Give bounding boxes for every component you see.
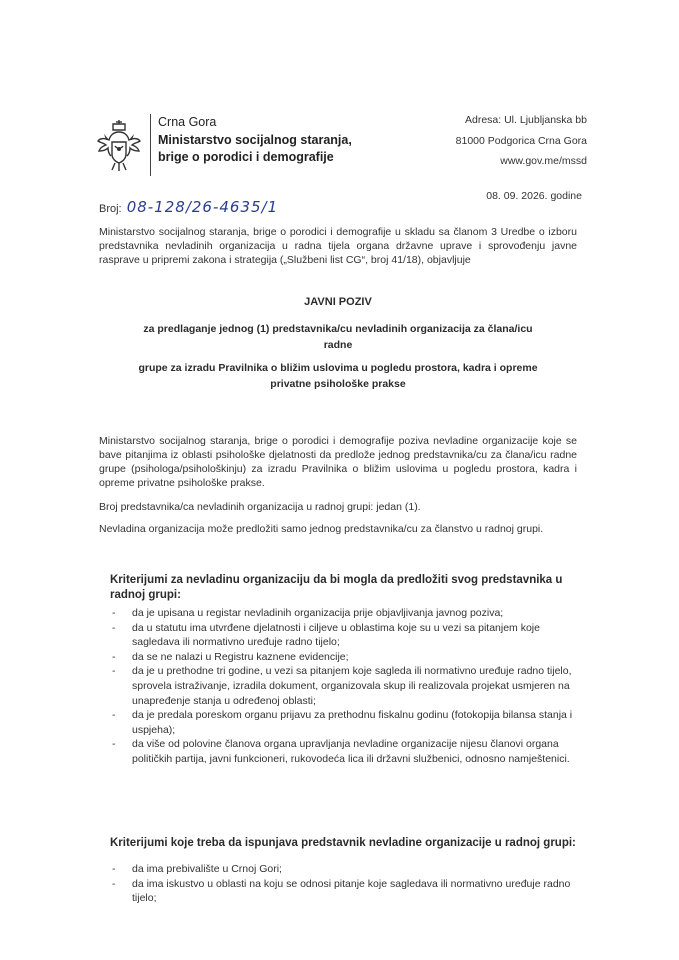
- list-item: - da ima prebivalište u Crnoj Gori;: [112, 863, 282, 875]
- reference-number: [99, 198, 278, 216]
- body-paragraph-3: Nevladina organizacija može predložiti samo jednog predstavnika/cu za članstvo u radnoj grupi.: [99, 523, 544, 535]
- criteria-rep-heading: Kriterijumi koje treba da ispunjava predstavnik nevladine organizacije u radnoj grupi:: [110, 837, 576, 849]
- dash-icon: -: [112, 665, 116, 678]
- ministry-name-line-1: Ministarstvo socijalnog staranja,: [158, 132, 352, 147]
- body-paragraph-1: Ministarstvo socijalnog staranja, brige o porodici i demografije poziva nevladine organizacije koje se bave pitanjima iz oblasti psihološke djelatnosti da predlože jednog predstavnika/cu za člana/icu radne grupe (psihologa/psihološkinju) za izradu Pravilnika o bližim uslovima u pogledu prostora, kadra i opreme privatne psihološke prakse.: [99, 435, 577, 489]
- dash-icon: -: [112, 738, 116, 751]
- criteria-rep-list: [106, 862, 580, 906]
- reference-label: Broj:: [99, 203, 122, 215]
- list-item: - da je u prethodne tri godine, u vezi sa pitanjem koje sagleda ili normativno uređuje radno tijelo, sprovela istraživanje, izradila dokument, organizovala skup ili realizovala projekat usmjeren na unapređenje stanja u određenoj oblasti;: [112, 665, 572, 707]
- header-divider: [150, 114, 151, 176]
- list-item: - da se ne nalazi u Registru kaznene evidencije;: [112, 650, 349, 663]
- montenegro-coat-of-arms-icon: [97, 118, 141, 174]
- list-item: - da u statutu ima utvrđene djelatnosti i ciljeve u oblastima koje su u vezi sa pitanjem koje sagledava ili normativno uređuje radno tijelo;: [112, 621, 540, 649]
- dash-icon: -: [112, 607, 116, 619]
- dash-icon: -: [112, 877, 116, 890]
- dash-icon: -: [112, 709, 116, 722]
- ministry-address: [456, 110, 587, 172]
- list-item: - da ima iskustvo u oblasti na koju se odnosi pitanje koje sagledava ili normativno uređuje radno tijelo;: [112, 877, 571, 905]
- criteria-org-heading: Kriterijumi za nevladinu organizaciju da bi mogla da predložiti svog predstavnika u radnoj grupi:: [110, 574, 563, 601]
- address-line-website: www.gov.me/mssd: [500, 155, 587, 167]
- address-line-city: 81000 Podgorica Crna Gora: [455, 134, 587, 147]
- document-title: JAVNI POZIV: [304, 296, 372, 308]
- body-paragraph-2: Broj predstavnika/ca nevladinih organizacija u radnoj grupi: jedan (1).: [99, 501, 421, 513]
- reference-number-handwritten: 08-128/26-4635/1: [126, 198, 279, 216]
- criteria-org-list: [106, 606, 580, 767]
- dash-icon: -: [112, 621, 116, 634]
- ministry-name: [158, 114, 352, 167]
- list-item: - da je predala poreskom organu prijavu za prethodnu fiskalnu godinu (fotokopija bilansa stanja i uspjeha);: [112, 709, 573, 736]
- dash-icon: -: [112, 863, 116, 875]
- list-item: - da je upisana u registar nevladinih organizacija prije objavljivanja javnog poziva;: [112, 607, 504, 619]
- document-subtitle-2: grupe za izradu Pravilnika o bližim uslovima u pogledu prostora, kadra i opreme privatne psihološke prakse: [138, 362, 538, 390]
- dash-icon: -: [112, 650, 116, 663]
- address-line-street: Adresa: Ul. Ljubljanska bb: [465, 114, 587, 126]
- country-name: Crna Gora: [158, 115, 217, 129]
- ministry-name-line-2: brige o porodici i demografije: [158, 150, 334, 164]
- list-item: - da više od polovine članova organa upravljanja nevladine organizacije nijesu članovi organa političkih partija, javni funkcioneri, rukovodeća lica ili državni službenici, odnosno namještenici.: [112, 738, 570, 765]
- intro-paragraph: Ministarstvo socijalnog staranja, brige o porodici i demografije u skladu sa članom 3 Uredbe o izboru predstavnika nevladinih organizacija u radna tijela organa državne uprave i sprovođenju javne rasprave u pripremi zakona i strategija („Službeni list CG“, broj 41/18), objavljuje: [99, 226, 577, 266]
- document-date: 08. 09. 2026. godine: [486, 190, 582, 202]
- document-subtitle-1: za predlaganje jednog (1) predstavnika/cu nevladinih organizacija za člana/icu radne: [143, 323, 533, 351]
